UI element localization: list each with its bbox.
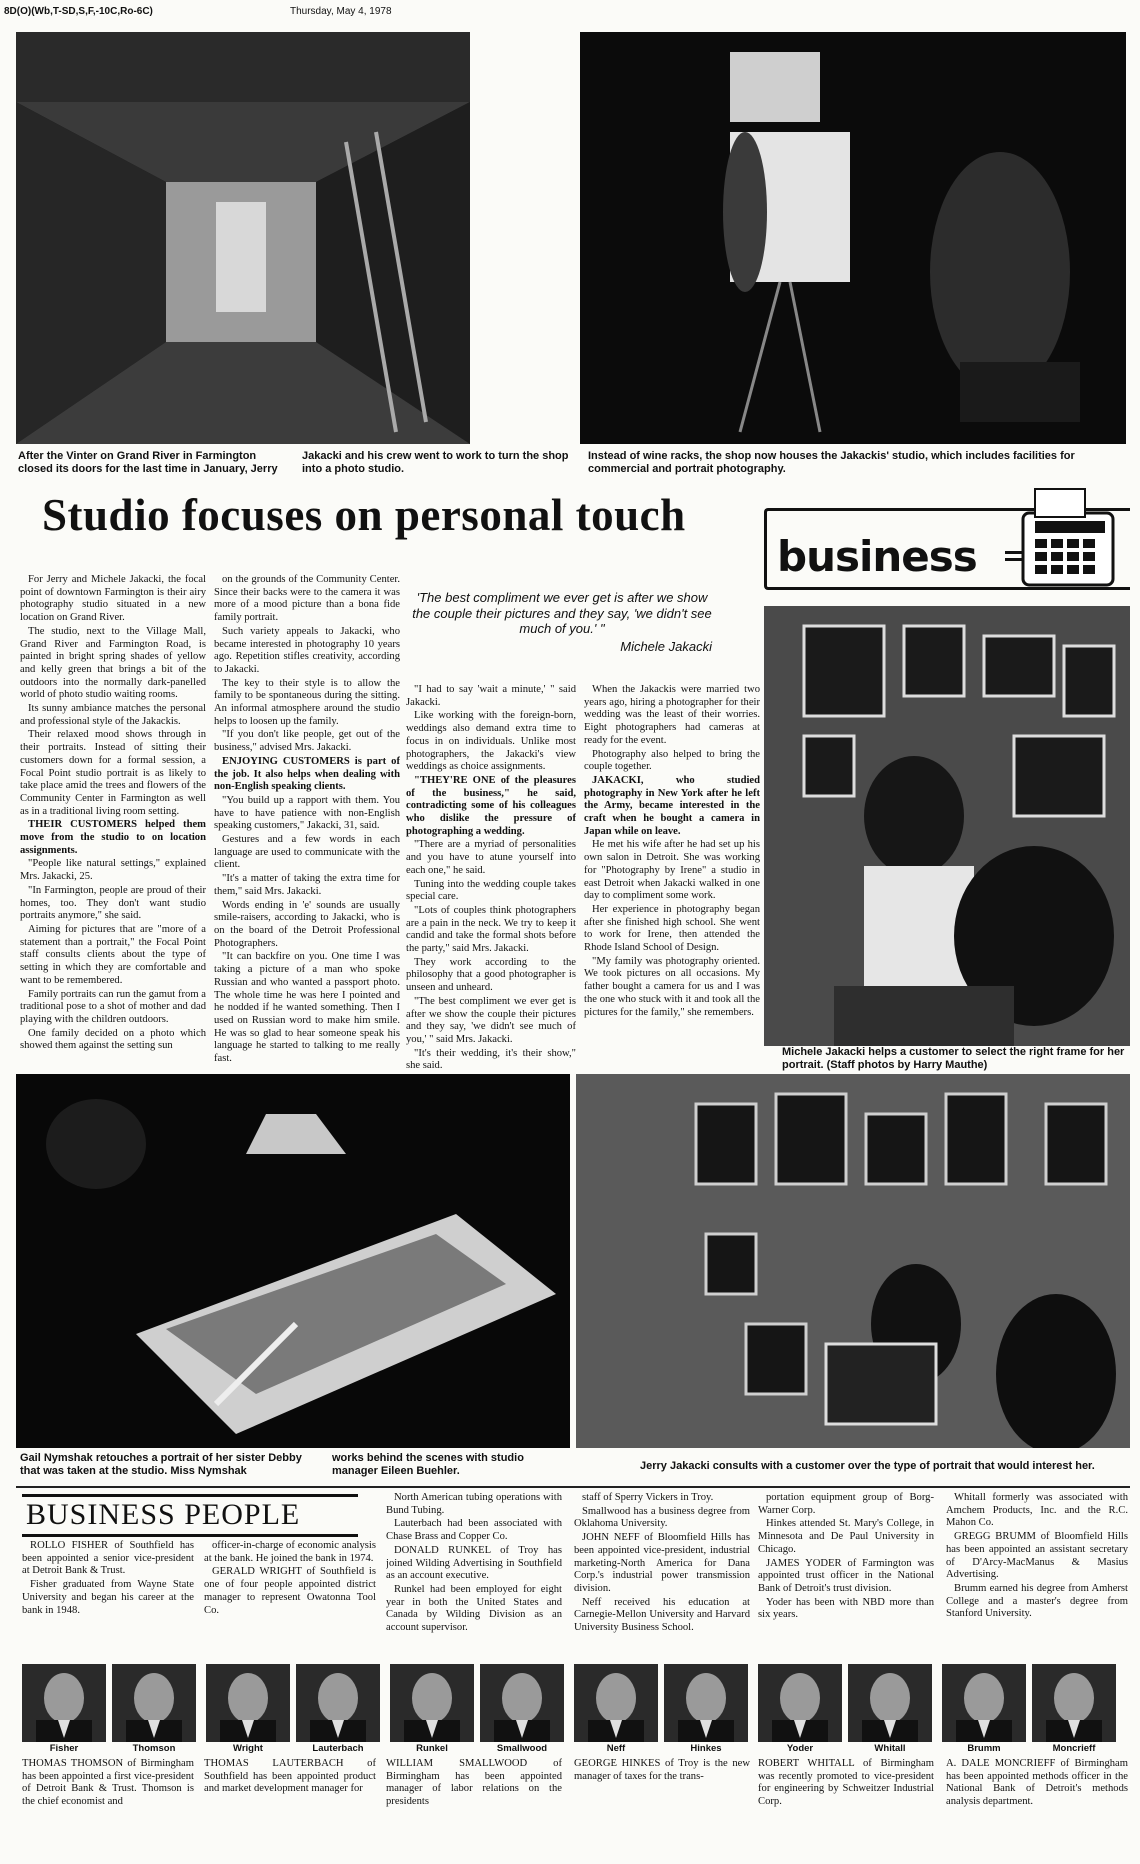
paragraph: Brumm earned his degree from Amherst College and a master's degree from Stanford University. xyxy=(946,1582,1128,1620)
paragraph: North American tubing operations with Bund Tubing. xyxy=(386,1492,562,1516)
bp-text-column-1 xyxy=(22,1540,194,1658)
photo-retouching xyxy=(16,1074,570,1448)
pull-quote-text: 'The best compliment we ever get is after we show the couple their pictures and they say, 'we didn't see much of you.' " xyxy=(412,590,712,637)
portrait-photo xyxy=(664,1664,748,1742)
paragraph: Like working with the foreign-born, weddings also demand extra time to focus in on individuals. Unlike most photographers, the Jakacki's view weddings as choice assignments. xyxy=(406,710,576,773)
portrait-name: Runkel xyxy=(416,1743,448,1754)
paragraph: "The best compliment we ever get is after we show the couple their pictures and they say, 'we didn't see much of you,' " said Mrs. Jakacki. xyxy=(406,995,576,1045)
portrait-name: Wright xyxy=(233,1743,263,1754)
business-people-title: BUSINESS PEOPLE xyxy=(22,1494,358,1537)
paragraph: Tuning into the wedding couple takes special care. xyxy=(406,878,576,903)
edition-code: 8D(O)(Wb,T-SD,S,F,-10C,Ro-6C) xyxy=(4,6,153,17)
caption-vinter-part1: After the Vinter on Grand River in Farmington closed its doors for the last time in January, Jerry xyxy=(18,450,278,475)
bp-bottom-column-3: WILLIAM SMALLWOOD of Birmingham has been appointed manager of labor relations on the presidents xyxy=(386,1758,562,1808)
portrait-photo xyxy=(574,1664,658,1742)
paragraph: Family portraits can run the gamut from a traditional pose to a shot of mother and dad playing with the children outdoors. xyxy=(20,988,206,1025)
paragraph: The studio, next to the Village Mall, Grand River and Farmington Road, is painted in bright spring shades of yellow and kelly green that brings a bit of the outdoors into the normally dark-panelled world of photo studio waiting rooms. xyxy=(20,625,206,701)
paragraph: Lauterbach had been associated with Chase Brass and Copper Co. xyxy=(386,1518,562,1543)
portrait-name: Hinkes xyxy=(690,1743,722,1754)
photo-consultation xyxy=(576,1074,1130,1448)
paragraph: GREGG BRUMM of Bloomfield Hills has been appointed an assistant secretary of D'Arcy-MacManus & Masius Advertising. xyxy=(946,1531,1128,1581)
portrait-photo xyxy=(480,1664,564,1742)
paragraph: Runkel had been employed for eight year in both the United States and Canada by Wilding Division as an account supervisor. xyxy=(386,1583,562,1634)
bp-bottom-column-1: THOMAS THOMSON of Birmingham has been appointed a first vice-president of Detroit Bank & Trust. Thomson is the chief economist and xyxy=(22,1758,194,1808)
bp-text-column-6 xyxy=(946,1492,1128,1658)
portrait-name: Thomson xyxy=(132,1743,176,1754)
paragraph: ROLLO FISHER of Southfield has been appointed a senior vice-president at Detroit Bank & Trust. xyxy=(22,1540,194,1577)
business-section-logo xyxy=(764,508,1130,590)
paragraph: Words ending in 'e' sounds are usually smile-raisers, according to Jakacki, who is on the board of the Detroit Professional Photographers. xyxy=(214,899,400,949)
paragraph: GERALD WRIGHT of Southfield is one of four people appointed district manager to represent Owatonna Tool Co. xyxy=(204,1566,376,1616)
photo-frame-selection xyxy=(764,606,1130,1046)
bp-text-column-2 xyxy=(204,1540,376,1658)
paragraph: "People like natural settings," explained Mrs. Jakacki, 25. xyxy=(20,858,206,883)
photo-studio-lighting xyxy=(580,32,1126,444)
paragraph: Aiming for pictures that are "more of a statement than a portrait," the Focal Point staff consults clients about the type of setting in which they are comfortable and want to be remembered. xyxy=(20,923,206,986)
article-column-4 xyxy=(584,684,760,1070)
paragraph: Her experience in photography began after she finished high school. She went to work for Irene, then attended the Rhode Island School of Design. xyxy=(584,903,760,954)
bp-text-column-5 xyxy=(758,1492,934,1658)
caption-vinter-part2: Jakacki and his crew went to work to turn the shop into a photo studio. xyxy=(302,450,569,475)
headline: Studio focuses on personal touch xyxy=(42,490,686,540)
paragraph: "You build up a rapport with them. You have to have patience with non-English speaking customers," Jakacki, 31, said. xyxy=(214,794,400,832)
paragraph: He met his wife after he had set up his own salon in Detroit. She was working for "Photography by Irene" a studio in east Detroit when Jakacki walked in one day to compliment some work. xyxy=(584,839,760,902)
paragraph: JOHN NEFF of Bloomfield Hills has been appointed vice-president, industrial marketing-North America for Dana Corp.'s industrial power transmission division. xyxy=(574,1532,750,1594)
bp-bottom-column-6: A. DALE MONCRIEFF of Birmingham has been appointed methods officer in the National Bank of Detroit's methods analysis department. xyxy=(946,1758,1128,1808)
portrait-photo xyxy=(758,1664,842,1742)
paragraph: JAMES YODER of Farmington was appointed trust officer in the National Bank of Detroit's trust division. xyxy=(758,1557,934,1594)
paragraph: Their relaxed mood shows through in their portraits. Instead of sitting their customers down for a formal session, a Focal Point studio portrait is as likely to take place amid the trees and flowers of the Community Center in Farmington as well as in a traditional living room setting. xyxy=(20,729,206,817)
paragraph: "It's their wedding, it's their show," she said. xyxy=(406,1047,576,1070)
pull-quote-attribution: Michele Jakacki xyxy=(620,638,712,654)
caption-frame: Michele Jakacki helps a customer to select the right frame for her portrait. (Staff photos by Harry Mauthe) xyxy=(782,1046,1125,1071)
paragraph: Whitall formerly was associated with Amchem Products, Inc. and the R.C. Mahon Co. xyxy=(946,1492,1128,1529)
portrait-name: Fisher xyxy=(49,1743,79,1754)
paragraph: Smallwood has a business degree from Oklahoma University. xyxy=(574,1505,750,1530)
paragraph: on the grounds of the Community Center. Since their backs were to the camera it was more of a mood picture than a bona fide family portrait. xyxy=(214,574,400,624)
portrait-name: Smallwood xyxy=(496,1743,548,1754)
paragraph: officer-in-charge of economic analysis at the bank. He joined the bank in 1974. xyxy=(204,1540,376,1564)
paragraph: "THEY'RE ONE of the pleasures of the business," he said, contradicting some of his colleagues who dislike the pressure of photographing a wedding. xyxy=(406,774,576,837)
bp-text-column-4 xyxy=(574,1492,750,1658)
paragraph: Neff received his education at Carnegie-Mellon University and Harvard University Business School. xyxy=(574,1596,750,1634)
portrait-name: Yoder xyxy=(786,1743,814,1754)
article-column-3 xyxy=(406,684,576,1070)
paragraph: Yoder has been with NBD more than six years. xyxy=(758,1596,934,1621)
paragraph: One family decided on a photo which showed them against the setting sun xyxy=(20,1027,206,1052)
paragraph: portation equipment group of Borg-Warner Corp. xyxy=(758,1492,934,1516)
article-column-1 xyxy=(20,574,206,1070)
business-wordmark: business xyxy=(777,532,977,581)
portrait-photo xyxy=(296,1664,380,1742)
caption-retouch-part1: Gail Nymshak retouches a portrait of her sister Debby that was taken at the studio. Miss Nymshak xyxy=(20,1452,302,1477)
caption-consult: Jerry Jakacki consults with a customer over the type of portrait that would interest her. xyxy=(640,1460,1095,1472)
paragraph: JAKACKI, who studied photography in New York after he left the Army, became interested in the craft when he bought a camera in Japan while on leave. xyxy=(584,774,760,837)
portrait-name: Whitall xyxy=(874,1743,906,1754)
paragraph: "In Farmington, people are proud of their homes, too. They don't want studio portraits anymore," she said. xyxy=(20,884,206,922)
paragraph: Gestures and a few words in each language are used to communicate with the client. xyxy=(214,834,400,871)
portrait-photo xyxy=(390,1664,474,1742)
bp-bottom-column-2: THOMAS LAUTERBACH of Southfield has been appointed product and market development manager for xyxy=(204,1758,376,1795)
pull-quote xyxy=(412,590,712,654)
portrait-photo xyxy=(848,1664,932,1742)
portrait-name: Moncrieff xyxy=(1052,1743,1096,1754)
bp-bottom-column-5: ROBERT WHITALL of Birmingham was recently promoted to vice-president for engineering by Schweitzer Industrial Corp. xyxy=(758,1758,934,1808)
paragraph: Fisher graduated from Wayne State University and began his career at the bank in 1948. xyxy=(22,1579,194,1616)
paragraph: Its sunny ambiance matches the personal and professional style of the Jakackis. xyxy=(20,703,206,727)
bp-bottom-column-4: GEORGE HINKES of Troy is the new manager of taxes for the trans- xyxy=(574,1758,750,1782)
caption-retouch-part2: works behind the scenes with studio manager Eileen Buehler. xyxy=(332,1452,524,1477)
paragraph: "I had to say 'wait a minute,' " said Jakacki. xyxy=(406,684,576,708)
issue-date: Thursday, May 4, 1978 xyxy=(290,6,392,17)
paragraph: "It's a matter of taking the extra time for them," said Mrs. Jakacki. xyxy=(214,873,400,897)
paragraph: Hinkes attended St. Mary's College, in Minnesota and De Paul University in Chicago. xyxy=(758,1518,934,1555)
bp-text-column-3 xyxy=(386,1492,562,1658)
paragraph: Such variety appeals to Jakacki, who became interested in photography 10 years ago. Repetition stifles creativity, according to Jakacki. xyxy=(214,625,400,675)
paragraph: "There are a myriad of personalities and you have to atune yourself into each one," he said. xyxy=(406,839,576,876)
portrait-photo xyxy=(1032,1664,1116,1742)
paragraph: Photography also helped to bring the couple together. xyxy=(584,748,760,773)
portrait-name: Brumm xyxy=(967,1743,1001,1754)
portrait-name: Lauterbach xyxy=(312,1743,364,1754)
paragraph: DONALD RUNKEL of Troy has joined Wilding Advertising in Southfield as an account executive. xyxy=(386,1544,562,1582)
paragraph: THEIR CUSTOMERS helped them move from the studio to on location assignments. xyxy=(20,819,206,856)
divider xyxy=(16,1486,1130,1488)
portrait-name: Neff xyxy=(606,1743,626,1754)
paragraph: They work according to the philosophy that a good photographer is unseen and unheard. xyxy=(406,956,576,994)
paragraph: "Lots of couples think photographers are a pain in the neck. We try to keep it candid and take the formal shots before the party," said Mrs. Jakacki. xyxy=(406,904,576,955)
paragraph: ENJOYING CUSTOMERS is part of the job. It also helps when dealing with non-English speaking clients. xyxy=(214,755,400,793)
paragraph: "It can backfire on you. One time I was taking a picture of a man who spoke Russian and who wanted a passport photo. The whole time he was here I pointed and he nodded if he wanted something. Then I used on Russian word to make him smile. He was so glad to hear someone speak his language he started to talking to me really fast. xyxy=(214,951,400,1065)
portrait-photo xyxy=(22,1664,106,1742)
article-column-2 xyxy=(214,574,400,1070)
paragraph: "If you don't like people, get out of the business," advised Mrs. Jakacki. xyxy=(214,729,400,754)
calculator-icon xyxy=(1017,483,1123,589)
paragraph: For Jerry and Michele Jakacki, the focal point of downtown Farmington is their airy photography studio situated in a new location on Grand River. xyxy=(20,574,206,624)
caption-studio: Instead of wine racks, the shop now houses the Jakackis' studio, which includes facilities for commercial and portrait photography. xyxy=(588,450,1075,475)
paragraph: "My family was photography oriented. We took pictures on all occasions. My father bought a camera for us and I was the one who stuck with it and took all the pictures for the family," she remembers. xyxy=(584,955,760,1018)
paragraph: staff of Sperry Vickers in Troy. xyxy=(582,1492,714,1503)
paragraph: The key to their style is to allow the family to be spontaneous during the sitting. An informal atmosphere around the studio helps to loosen up the family. xyxy=(214,677,400,727)
portrait-photo xyxy=(942,1664,1026,1742)
portrait-photo xyxy=(112,1664,196,1742)
portrait-photo xyxy=(206,1664,290,1742)
paragraph: When the Jakackis were married two years ago, hiring a photographer for their wedding was the least of their worries. Eight photographers had cameras at ready for the event. xyxy=(584,684,760,746)
photo-construction xyxy=(16,32,470,444)
